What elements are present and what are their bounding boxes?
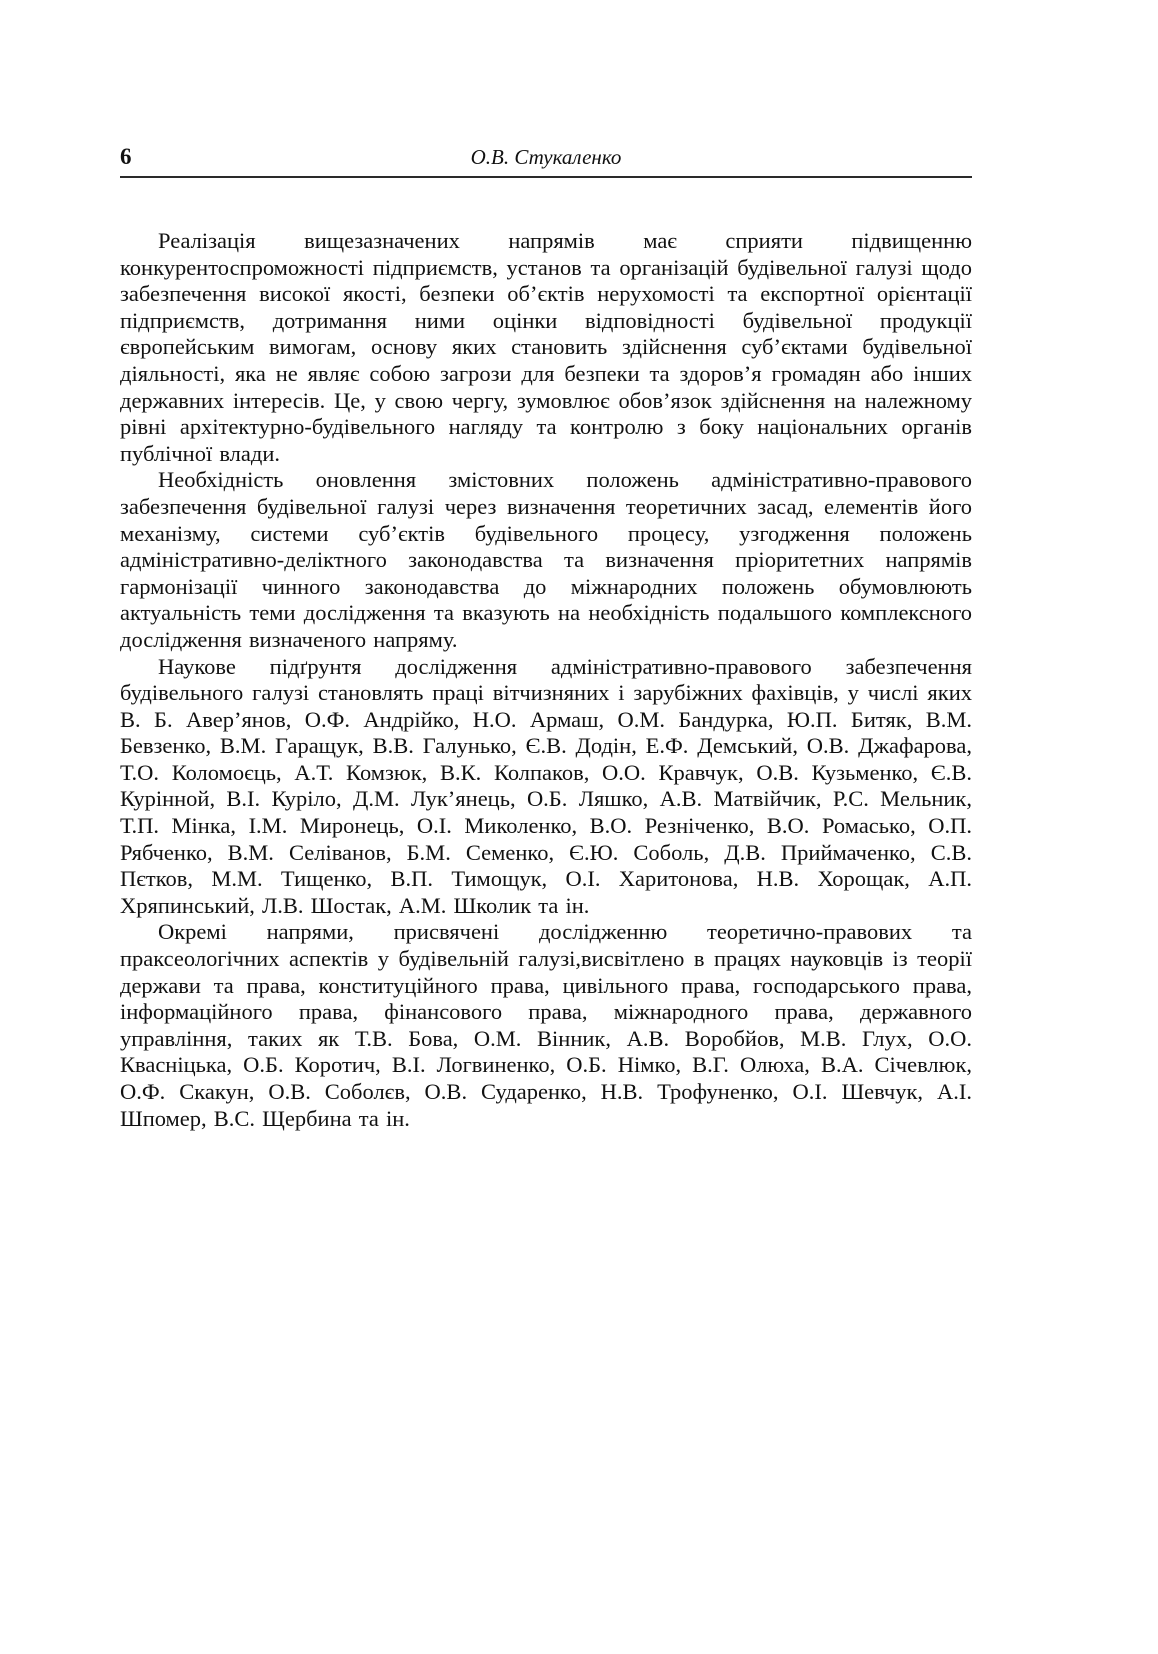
body-paragraph: Реалізація вищезазначених напрямів має сприяти підвищенню конкурентоспроможності підприємств, установ та організацій будівельної галузі щодо забезпечення високої якості, безпеки об’єктів нерухомості та експортної орієнтації підприємств, дотримання ними оцінки відповідності будівельної продукції європейським вимогам, основу яких становить здійснення суб’єктами будівельної діяльності, яка не являє собою загрози для безпеки та здоров’я громадян або інших державних інтересів. Це, у свою чергу, зумовлює обов’язок здійснення на належному рівні архітектурно-будівельного нагляду та контролю з боку національних органів публічної влади. [120,228,972,466]
page-body [120,228,972,1132]
page-number: 6 [120,144,132,169]
body-paragraph: Необхідність оновлення змістовних положень адміністративно-правового забезпечення будівельної галузі через визначення теоретичних засад, елементів його механізму, системи суб’єктів будівельного процесу, узгодження положень адміністративно-деліктного законодавства та визначення пріоритетних напрямів гармонізації чинного законодавства до міжнародних положень обумовлюють актуальність теми дослідження та вказують на необхідність подальшого комплексного дослідження визначеного напряму. [120,467,972,652]
body-paragraph: Окремі напрями, присвячені дослідженню теоретично-правових та праксеологічних аспектів у будівельній галузі,висвітлено в працях науковців із теорії держави та права, конституційного права, цивільного права, господарського права, інформаційного права, фінансового права, міжнародного права, державного управління, таких як Т.В. Бова, О.М. Вінник, А.В. Воробйов, М.В. Глух, О.О. Квасніцька, О.Б. Коротич, В.І. Логвиненко, О.Б. Німко, В.Г. Олюха, В.А. Січевлюк, О.Ф. Скакун, О.В. Соболєв, О.В. Сударенко, Н.В. Трофуненко, О.І. Шевчук, А.І. Шпомер, В.С. Щербина та ін. [120,919,972,1131]
page-header [120,142,972,172]
running-head: О.В. Стукаленко [470,145,622,169]
header-divider [120,176,972,178]
body-paragraph: Наукове підґрунтя дослідження адміністративно-правового забезпечення будівельного галузі становлять праці вітчизняних і зарубіжних фахівців, у числі яких В. Б. Авер’янов, О.Ф. Андрійко, Н.О. Армаш, О.М. Бандурка, Ю.П. Битяк, В.М. Бевзенко, В.М. Гаращук, В.В. Галунько, Є.В. Додін, Е.Ф. Демський, О.В. Джафарова, Т.О. Коломоєць, А.Т. Комзюк, В.К. Колпаков, О.О. Кравчук, О.В. Кузьменко, Є.В. Курінной, В.І. Куріло, Д.М. Лук’янець, О.Б. Ляшко, А.В. Матвійчик, Р.С. Мельник, Т.П. Мінка, І.М. Миронець, О.І. Миколенко, В.О. Резніченко, В.О. Ромасько, О.П. Рябченко, В.М. Селіванов, Б.М. Семенко, Є.Ю. Соболь, Д.В. Приймаченко, С.В. Пєтков, М.М. Тищенко, В.П. Тимощук, О.І. Харитонова, Н.В. Хорощак, А.П. Хряпинський, Л.В. Шостак, А.М. Школик та ін. [120,653,972,918]
